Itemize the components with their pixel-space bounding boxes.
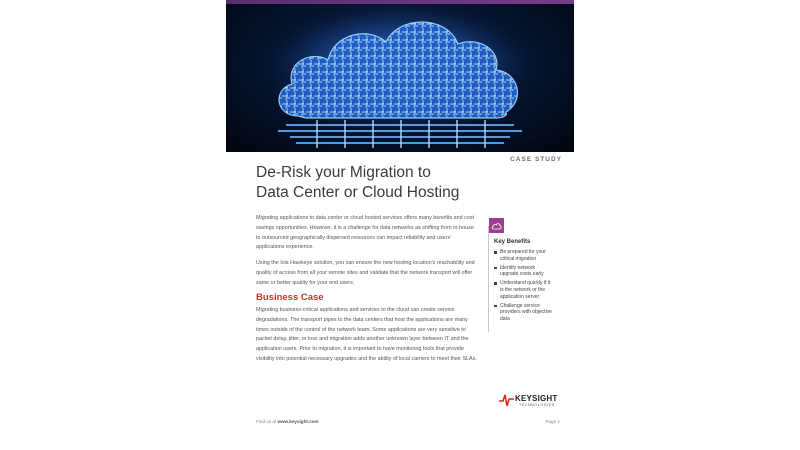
cloud-icon — [489, 218, 504, 233]
logo-subtitle: TECHNOLOGIES — [519, 403, 555, 407]
intro-paragraph-2: Using the Ixia Hawkeye solution, you can ensure the new hosting location's reachability and quality of access from all your remote sites and validate that the network transport will offer same or better quality for your end users. — [256, 260, 475, 286]
hero-cloud-image — [226, 4, 574, 152]
logo-name: KEYSIGHT — [515, 394, 558, 403]
benefits-list — [494, 249, 552, 325]
key-benefits-title: Key Benefits — [494, 239, 531, 245]
footer-find-us — [256, 419, 319, 424]
key-benefits-sidebar — [488, 226, 550, 332]
benefit-item: Identify network upgrade costs early — [494, 265, 552, 279]
footer-find-us-label: Find us at — [256, 419, 277, 424]
page-title — [256, 163, 486, 203]
keysight-wave-icon — [499, 393, 514, 407]
document-page — [226, 0, 574, 450]
business-case-paragraph: Migrating business-critical applications and services to the cloud can create service degradations. The transport pipes to the data centers that host the applications are many times outside of the control of the network team. Some applications are very sensitive to packet delay, jitter, or loss and migration adds another unknown layer between IT and the application users. Prior to migration, it is important to have monitoring tools that provide visibility into potential necessary upgrades and the ability of local carriers to meet their SLAs. — [256, 307, 477, 362]
title-line-1: De-Risk your Migration to — [256, 164, 431, 181]
title-line-2: Data Center or Cloud Hosting — [256, 184, 460, 201]
footer-url-link[interactable]: www.keysight.com — [277, 419, 319, 424]
case-study-label: CASE STUDY — [510, 156, 562, 163]
keysight-logo — [499, 393, 565, 411]
intro-paragraph-1: Migrating applications to data center or cloud hosted services offers many benefits and cost savings opportunities. However, it is a challenge for data networks as shifting from in-house to outsourced geographically dispersed resources can impact reliability and users' applications experience. — [256, 215, 475, 251]
business-case-heading: Business Case — [256, 292, 324, 303]
benefit-item: Challenge service providers with objective data — [494, 303, 552, 323]
cloud-circuit-illustration — [226, 4, 574, 152]
page-number: Page 1 — [545, 419, 560, 424]
benefit-item: Understand quickly if it is the network or the application server — [494, 280, 552, 300]
benefit-item: Be prepared for your critical migration — [494, 249, 552, 263]
